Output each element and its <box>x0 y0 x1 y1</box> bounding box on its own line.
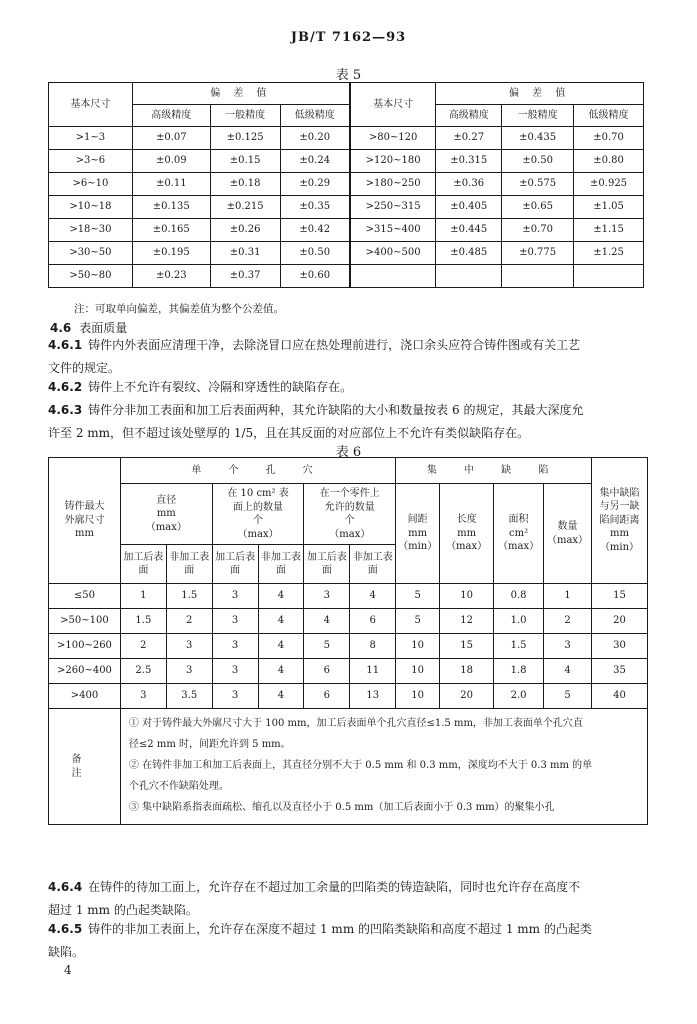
grade-high-2: 高级精度 <box>436 105 502 127</box>
paragraph-4-6-2 <box>48 376 648 399</box>
table-cell: 6 <box>350 609 396 634</box>
table-cell: >30~50 <box>49 242 133 265</box>
table-row <box>49 659 648 684</box>
table-cell: >400~500 <box>350 242 436 265</box>
clause-number: 4.6.1 <box>48 338 83 352</box>
group-single-hole-header: 单 个 孔 穴 <box>120 458 395 484</box>
header-line: 面上的数量 <box>233 501 284 513</box>
table-cell: 4 <box>258 659 304 684</box>
table-cell: ±0.27 <box>436 127 502 150</box>
table-cell: ±0.36 <box>436 173 502 196</box>
col-length-header <box>440 484 494 584</box>
table-cell: 5 <box>544 684 592 709</box>
paragraph-4-6-1 <box>48 334 648 380</box>
table-cell: 4 <box>258 609 304 634</box>
table-cell: ±0.165 <box>132 219 210 242</box>
table-cell: 10 <box>396 659 440 684</box>
table-cell: >3~6 <box>49 150 133 173</box>
table-cell: 3 <box>120 684 166 709</box>
table-cell: ±1.05 <box>574 196 644 219</box>
table-cell: 4 <box>304 609 350 634</box>
table-cell: 1.5 <box>166 584 212 609</box>
col-unmachined-header: 非加工表面 <box>166 545 212 584</box>
table-cell: 2.0 <box>494 684 544 709</box>
table-cell: ±0.29 <box>280 173 350 196</box>
table-cell: 1.0 <box>494 609 544 634</box>
table-cell: 3 <box>166 659 212 684</box>
header-line: 个 <box>253 515 264 526</box>
paragraph-4-6-3 <box>48 399 648 445</box>
table-cell: >250~315 <box>350 196 436 219</box>
header-line: （max） <box>498 541 540 553</box>
header-line: （max） <box>446 541 488 553</box>
paragraph-text: 铸件内外表面应清理干净，去除浇冒口应在热处理前进行，浇口余头应符合铸件图或有关工艺 <box>88 338 581 352</box>
table-cell: >80~120 <box>350 127 436 150</box>
table-cell: 3 <box>304 584 350 609</box>
table-cell: ±0.70 <box>574 127 644 150</box>
table-cell: ±0.70 <box>502 219 574 242</box>
clause-number: 4.6.3 <box>48 403 83 417</box>
table-cell: >50~100 <box>49 609 121 634</box>
table-cell: ±0.09 <box>132 150 210 173</box>
table-cell: ±1.25 <box>574 242 644 265</box>
table5 <box>48 82 644 288</box>
col-machined-header: 加工后表面 <box>212 545 258 584</box>
table-row <box>49 609 648 634</box>
header-line: 陷间距离 <box>599 514 640 526</box>
col-area-header <box>494 484 544 584</box>
table-cell: 4 <box>350 584 396 609</box>
header-line: 面积 <box>508 514 529 526</box>
table-cell: ±0.60 <box>280 265 350 288</box>
table-cell: 1.8 <box>494 659 544 684</box>
header-line: mm <box>408 527 428 539</box>
col-per-10cm2-header <box>212 484 304 545</box>
header-line: 在 10 cm² 表 <box>227 488 289 499</box>
document-header: JB/T 7162—93 <box>290 30 407 45</box>
table-cell: 2 <box>120 634 166 659</box>
table-cell: ±0.405 <box>436 196 502 219</box>
header-line: 个 <box>344 515 355 526</box>
table-cell: 1 <box>120 584 166 609</box>
header-line: 长度 <box>456 514 477 526</box>
clause-number: 4.6.2 <box>48 380 83 394</box>
table6 <box>48 457 648 825</box>
page-number: 4 <box>64 963 72 977</box>
table-cell: ±0.11 <box>132 173 210 196</box>
table-cell: 15 <box>592 584 648 609</box>
col-max-size-header <box>49 458 121 584</box>
header-line: 与另一缺 <box>599 501 640 513</box>
table-cell: >100~260 <box>49 634 121 659</box>
header-line: （min） <box>398 541 438 553</box>
table-cell: ±0.35 <box>280 196 350 219</box>
table-cell: ±0.31 <box>210 242 280 265</box>
paragraph-4-6-4 <box>48 876 648 922</box>
table5-deviation-header-2: 偏 差 值 <box>436 83 644 105</box>
table-cell: 20 <box>592 609 648 634</box>
table-cell: ±0.50 <box>280 242 350 265</box>
table-cell: ±0.15 <box>210 150 280 173</box>
paragraph-text: 文件的规定。 <box>48 361 121 375</box>
table-row-remarks <box>49 709 648 825</box>
table-cell: 10 <box>440 584 494 609</box>
table-cell: 10 <box>396 634 440 659</box>
table-cell-empty <box>350 265 436 288</box>
grade-general: 一般精度 <box>210 105 280 127</box>
header-line: 允许的数量 <box>324 501 375 513</box>
table-row <box>49 173 644 196</box>
table-cell: >6~10 <box>49 173 133 196</box>
section-number: 4.6 <box>50 321 72 335</box>
header-line: 铸件最大 <box>64 501 105 513</box>
table-cell: 10 <box>396 684 440 709</box>
remarks-cell <box>120 709 647 825</box>
table5-basic-size-header-2: 基本尺寸 <box>350 83 436 127</box>
table-cell: 1.5 <box>494 634 544 659</box>
table-cell: ±1.15 <box>574 219 644 242</box>
table-cell: 15 <box>440 634 494 659</box>
table-row <box>49 196 644 219</box>
paragraph-text: 铸件分非加工表面和加工后表面两种，其允许缺陷的大小和数量按表 6 的规定，其最大深度允 <box>88 403 584 417</box>
col-count-header <box>544 484 592 584</box>
header-line: cm² <box>509 527 529 539</box>
table-cell: ±0.445 <box>436 219 502 242</box>
table-cell-empty <box>436 265 502 288</box>
table6-caption: 表 6 <box>335 445 362 460</box>
table-cell: 5 <box>304 634 350 659</box>
clause-number: 4.6.4 <box>48 880 83 894</box>
table5-basic-size-header: 基本尺寸 <box>49 83 133 127</box>
table-cell: 2 <box>166 609 212 634</box>
table-cell: ±0.775 <box>502 242 574 265</box>
table-cell: 3 <box>212 684 258 709</box>
col-distance-header <box>592 458 648 584</box>
header-line: mm <box>156 508 176 520</box>
table-cell-empty <box>502 265 574 288</box>
col-spacing-header <box>396 484 440 584</box>
header-line: （max） <box>237 528 279 540</box>
header-line: （max） <box>329 528 371 540</box>
table-cell: >120~180 <box>350 150 436 173</box>
table-cell: ±0.125 <box>210 127 280 150</box>
clause-number: 4.6.5 <box>48 922 83 936</box>
grade-low: 低级精度 <box>280 105 350 127</box>
col-unmachined-header: 非加工表面 <box>350 545 396 584</box>
table-cell: 30 <box>592 634 648 659</box>
table-row <box>49 127 644 150</box>
table-cell: 2 <box>544 609 592 634</box>
table-cell: >315~400 <box>350 219 436 242</box>
table-cell: ±0.80 <box>574 150 644 173</box>
table-cell: ±0.435 <box>502 127 574 150</box>
col-machined-header: 加工后表面 <box>304 545 350 584</box>
table-cell: 18 <box>440 659 494 684</box>
paragraph-text: 铸件上不允许有裂纹、冷隔和穿透性的缺陷存在。 <box>88 380 353 394</box>
header-line: 集中缺陷 <box>599 487 640 499</box>
table-cell: >260~400 <box>49 659 121 684</box>
paragraph-text: 超过 1 mm 的凸起类缺陷。 <box>48 903 198 917</box>
table5-caption: 表 5 <box>335 68 362 83</box>
remark-line: 个孔穴不作缺陷处理。 <box>128 781 229 792</box>
table-cell: 3 <box>212 609 258 634</box>
remarks-label: 备 注 <box>49 709 121 825</box>
grade-low-2: 低级精度 <box>574 105 644 127</box>
remark-line: ③ 集中缺陷系指表面疏松、缩孔以及直径小于 0.5 mm（加工后表面小于 0.3 mm）的聚集小孔 <box>128 802 555 813</box>
table-row <box>49 684 648 709</box>
header-line: （max） <box>145 521 187 533</box>
table-cell: >18~30 <box>49 219 133 242</box>
table-cell: ≤50 <box>49 584 121 609</box>
table-cell: >400 <box>49 684 121 709</box>
table5-deviation-header: 偏 差 值 <box>132 83 350 105</box>
header-line: （max） <box>546 534 589 546</box>
table-cell: 3 <box>212 659 258 684</box>
table-cell: ±0.23 <box>132 265 210 288</box>
table-cell: 8 <box>350 634 396 659</box>
table-row <box>49 242 644 265</box>
header-line: mm <box>457 527 477 539</box>
col-per-part-header <box>304 484 396 545</box>
header-line: 在一个零件上 <box>319 488 380 499</box>
remark-line: ① 对于铸件最大外廓尺寸大于 100 mm，加工后表面单个孔穴直径≤1.5 mm，非加工表面单个孔穴直 <box>128 718 583 729</box>
table-cell: 4 <box>544 659 592 684</box>
table-cell: ±0.215 <box>210 196 280 219</box>
remark-line: ② 在铸件非加工和加工后表面上，其直径分别不大于 0.5 mm 和 0.3 mm，深度均不大于 0.3 mm 的单 <box>128 760 593 771</box>
table-cell: ±0.575 <box>502 173 574 196</box>
header-line: 数量 <box>557 521 578 532</box>
table-cell: ±0.925 <box>574 173 644 196</box>
table-row <box>49 219 644 242</box>
table-cell: ±0.24 <box>280 150 350 173</box>
table-cell: ±0.20 <box>280 127 350 150</box>
table-row <box>49 265 644 288</box>
table-cell: 12 <box>440 609 494 634</box>
table-cell: 3 <box>212 584 258 609</box>
table-cell: 0.8 <box>494 584 544 609</box>
table-cell: 5 <box>396 609 440 634</box>
table-cell: 13 <box>350 684 396 709</box>
table-cell: 6 <box>304 684 350 709</box>
table-cell: 1.5 <box>120 609 166 634</box>
table-cell: 3 <box>212 634 258 659</box>
section-title: 表面质量 <box>79 321 128 335</box>
table-cell-empty <box>574 265 644 288</box>
col-machined-header: 加工后表面 <box>120 545 166 584</box>
table-cell: >1~3 <box>49 127 133 150</box>
table-cell: ±0.65 <box>502 196 574 219</box>
table-row <box>49 584 648 609</box>
table-cell: 6 <box>304 659 350 684</box>
table-cell: ±0.18 <box>210 173 280 196</box>
table-cell: 1 <box>544 584 592 609</box>
table-cell: 4 <box>258 684 304 709</box>
table-cell: ±0.135 <box>132 196 210 219</box>
table-cell: 11 <box>350 659 396 684</box>
table-cell: 5 <box>396 584 440 609</box>
paragraph-text: 许至 2 mm，但不超过该处壁厚的 1/5，且在其反面的对应部位上不允许有类似缺陷存在。 <box>48 426 530 440</box>
table-row <box>49 634 648 659</box>
paragraph-text: 铸件的非加工表面上，允许存在深度不超过 1 mm 的凹陷类缺陷和高度不超过 1 mm 的凸起类 <box>88 922 592 936</box>
table-cell: ±0.485 <box>436 242 502 265</box>
col-diameter-header <box>120 484 212 545</box>
table-cell: 3 <box>544 634 592 659</box>
table5-note: 注：可取单向偏差，其偏差值为整个公差值。 <box>74 303 284 315</box>
table-cell: 4 <box>258 634 304 659</box>
table-row <box>49 150 644 173</box>
paragraph-text: 在铸件的待加工面上，允许存在不超过加工余量的凹陷类的铸造缺陷，同时也允许存在高度不 <box>88 880 581 894</box>
paragraph-text: 缺陷。 <box>48 945 85 959</box>
paragraph-4-6-5 <box>48 918 648 964</box>
table-cell: ±0.195 <box>132 242 210 265</box>
table-cell: 40 <box>592 684 648 709</box>
header-line: mm <box>610 528 629 540</box>
remark-line: 径≤2 mm 时，间距允许到 5 mm。 <box>128 739 291 750</box>
header-line: （min） <box>599 541 640 553</box>
grade-general-2: 一般精度 <box>502 105 574 127</box>
group-concentrated-header: 集 中 缺 陷 <box>396 458 592 484</box>
table-cell: ±0.26 <box>210 219 280 242</box>
grade-high: 高级精度 <box>132 105 210 127</box>
table-cell: 2.5 <box>120 659 166 684</box>
table-cell: 3.5 <box>166 684 212 709</box>
table-cell: 35 <box>592 659 648 684</box>
header-line: 间距 <box>407 514 428 526</box>
table-cell: >180~250 <box>350 173 436 196</box>
table-cell: >50~80 <box>49 265 133 288</box>
table-cell: 4 <box>258 584 304 609</box>
table-cell: ±0.315 <box>436 150 502 173</box>
table-cell: ±0.50 <box>502 150 574 173</box>
table-cell: 3 <box>166 634 212 659</box>
table-cell: ±0.37 <box>210 265 280 288</box>
table-cell: >10~18 <box>49 196 133 219</box>
table-cell: ±0.07 <box>132 127 210 150</box>
header-line: mm <box>74 528 94 540</box>
table-cell: ±0.42 <box>280 219 350 242</box>
col-unmachined-header: 非加工表面 <box>258 545 304 584</box>
table-cell: 20 <box>440 684 494 709</box>
header-line: 直径 <box>156 494 177 506</box>
header-line: 外廓尺寸 <box>64 514 105 526</box>
